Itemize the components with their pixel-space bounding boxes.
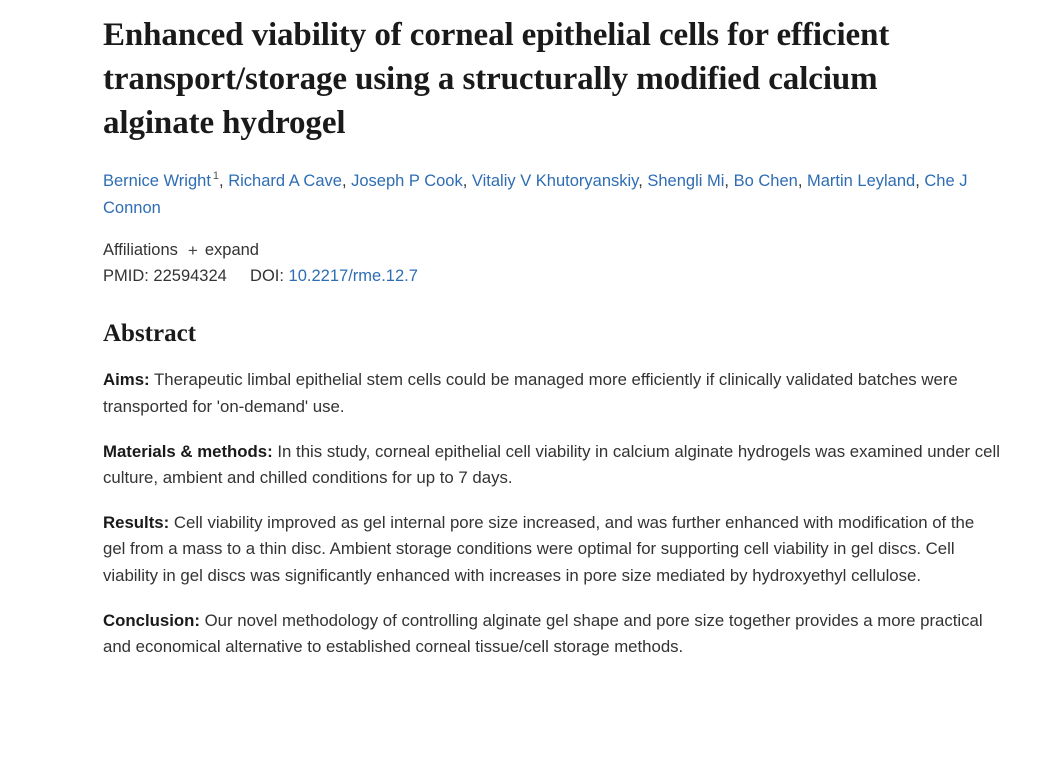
pmid-label: PMID: 22594324 xyxy=(103,267,227,286)
abstract-paragraph xyxy=(103,439,1001,491)
author-link[interactable]: Martin Leyland xyxy=(806,171,916,190)
doi-link[interactable]: 10.2217/rme.12.7 xyxy=(288,267,418,286)
abstract-section-text: Our novel methodology of controlling alginate gel shape and pore size together provides a more practical and economical alternative to established corneal tissue/cell storage methods. xyxy=(103,610,983,657)
author-separator: , xyxy=(797,171,807,190)
abstract-section-label: Aims: xyxy=(103,370,150,390)
author-separator: , xyxy=(724,171,734,190)
abstract-body xyxy=(103,367,1001,660)
abstract-section-text: Therapeutic limbal epithelial stem cells could be managed more efficiently if clinically validated batches were transported for 'on-demand' use. xyxy=(103,370,958,416)
abstract-paragraph xyxy=(103,608,1001,660)
author-link[interactable]: Che J Connon xyxy=(103,171,968,217)
abstract-paragraph xyxy=(103,510,1001,589)
author-separator: , xyxy=(219,171,229,190)
affiliations-label: Affiliations xyxy=(103,241,178,260)
page-title: Enhanced viability of corneal epithelial cells for efficient transport/storage using a structurally modified calcium alginate hydrogel xyxy=(103,17,890,141)
abstract-section-text: Cell viability improved as gel internal pore size increased, and was further enhanced with modification of the gel from a mass to a thin disc. Ambient storage conditions were optimal for supporting cell viability in gel discs. Cell viability in gel discs was significantly enhanced with increases in pore size mediated by hydroxyethyl cellulose. xyxy=(103,513,975,585)
expand-label: expand xyxy=(204,241,259,260)
author-separator: , xyxy=(341,171,352,190)
abstract-section-text: In this study, corneal epithelial cell viability in calcium alginate hydrogels was examined under cell culture, ambient and chilled conditions for up to 7 days. xyxy=(103,441,1000,488)
expand-affiliations-button[interactable] xyxy=(188,241,259,260)
abstract-heading: Abstract xyxy=(103,320,197,348)
abstract-section-label: Materials & methods: xyxy=(103,441,273,461)
doi-label: DOI: xyxy=(250,267,284,286)
author-separator: , xyxy=(638,171,648,190)
author-link[interactable]: Richard A Cave xyxy=(228,171,342,190)
plus-icon: + xyxy=(187,241,198,261)
abstract-paragraph xyxy=(103,367,1001,419)
identifiers-row xyxy=(103,267,1001,286)
author-list xyxy=(103,168,1001,222)
author-link[interactable]: Joseph P Cook xyxy=(351,171,463,190)
abstract-section-label: Conclusion: xyxy=(103,610,200,630)
affiliations-row xyxy=(103,241,1001,260)
author-separator: , xyxy=(915,171,925,190)
author-link[interactable]: Vitaliy V Khutoryanskiy xyxy=(471,171,639,190)
author-link[interactable]: Shengli Mi xyxy=(647,171,725,190)
author-affiliation-marker: 1 xyxy=(212,170,220,183)
abstract-section-label: Results: xyxy=(103,513,170,533)
author-link[interactable]: Bo Chen xyxy=(733,171,798,190)
author-link[interactable]: Bernice Wright xyxy=(103,171,211,190)
author-separator: , xyxy=(462,171,472,190)
